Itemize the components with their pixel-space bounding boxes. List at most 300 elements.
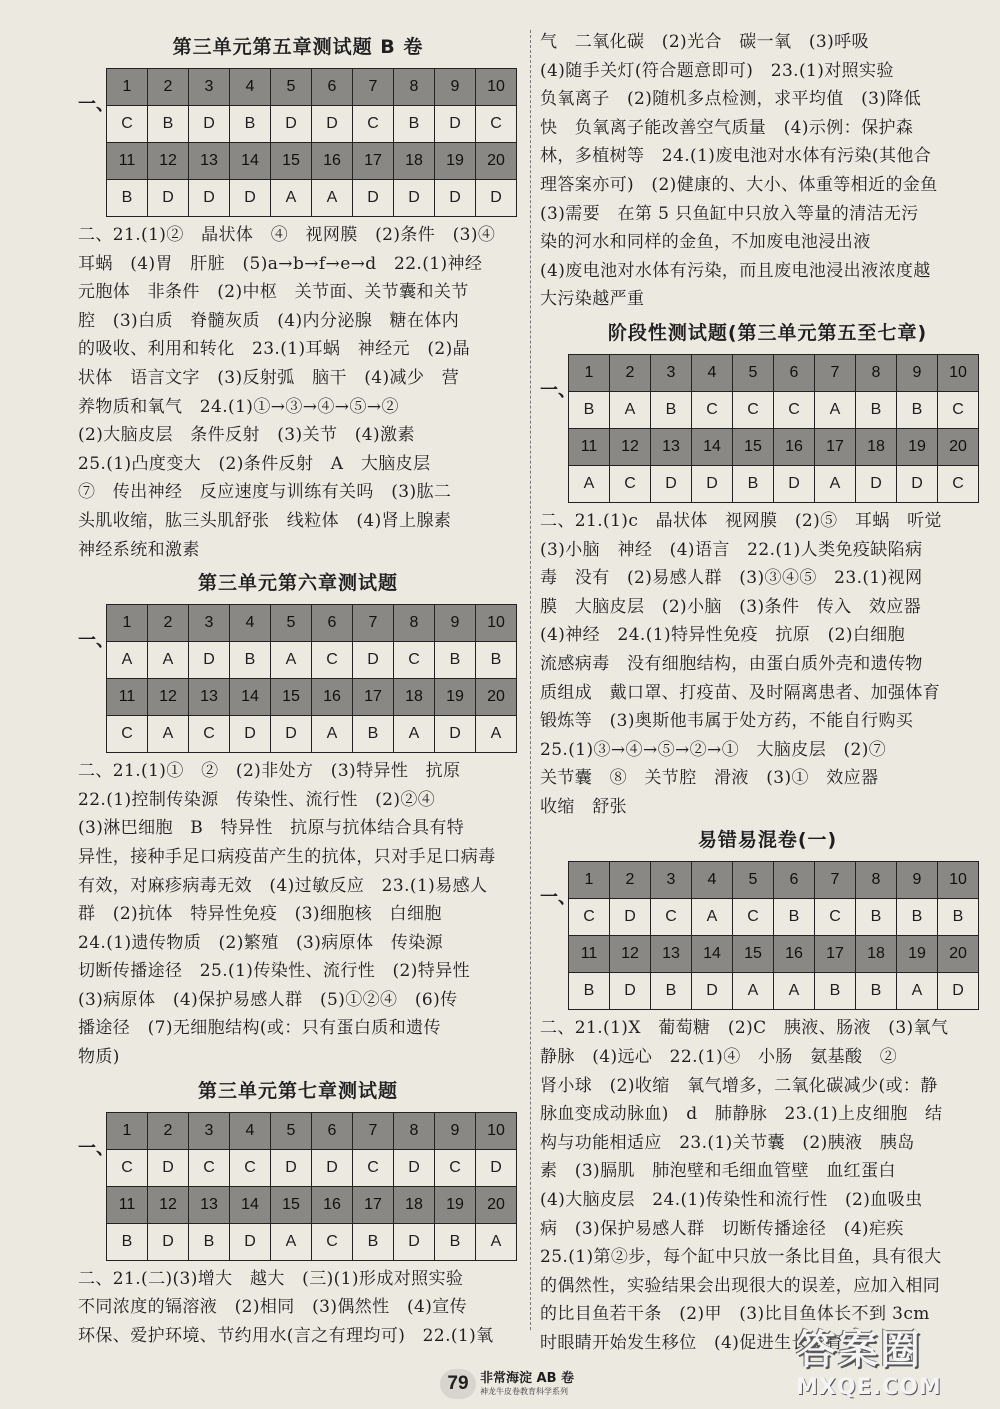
answer-cell: D — [148, 1149, 189, 1186]
answer-text — [540, 1014, 995, 1357]
answer-cell: B — [897, 899, 938, 936]
question-number-cell: 1 — [569, 354, 610, 391]
question-number-cell: 5 — [271, 605, 312, 642]
text-line: 锻炼等 (3)奥斯他韦属于处方药，不能自行购买 — [540, 711, 914, 732]
text-line: 二、21.(二)(3)增大 越大 (三)(1)形成对照实验 — [78, 1268, 464, 1289]
answer-cell: C — [107, 1149, 148, 1186]
text-line: 异性，接种手足口病疫苗产生的抗体，只对手足口病毒 — [78, 846, 496, 867]
answer-cell: C — [569, 899, 610, 936]
watermark-url: MXQE.COM — [796, 1375, 942, 1400]
text-line: (4)大脑皮层 24.(1)传染性和流行性 (2)血吸虫 — [540, 1190, 923, 1211]
question-number-cell: 2 — [148, 69, 189, 106]
text-line: (2)大脑皮层 条件反射 (3)关节 (4)激素 — [78, 425, 415, 446]
question-number-cell: 18 — [856, 428, 897, 465]
question-number-cell: 7 — [815, 862, 856, 899]
answer-cell: C — [692, 391, 733, 428]
answer-cell: B — [394, 106, 435, 143]
question-number-cell: 15 — [271, 679, 312, 716]
question-number-cell: 11 — [107, 679, 148, 716]
answer-cell: C — [733, 391, 774, 428]
question-number-cell: 18 — [394, 1186, 435, 1223]
question-number-cell: 20 — [938, 428, 979, 465]
series-label — [480, 1371, 574, 1397]
answer-cell: C — [312, 642, 353, 679]
answer-cell: C — [651, 899, 692, 936]
question-number-cell: 10 — [476, 69, 517, 106]
question-number-row — [569, 862, 979, 899]
answer-cell: D — [651, 465, 692, 502]
answer-cell: D — [476, 180, 517, 217]
question-number-cell: 10 — [476, 605, 517, 642]
answer-cell: B — [230, 642, 271, 679]
question-number-cell: 16 — [774, 936, 815, 973]
question-number-cell: 2 — [610, 354, 651, 391]
right-column — [540, 28, 995, 1358]
question-number-cell: 12 — [148, 679, 189, 716]
answer-cell: C — [938, 391, 979, 428]
question-number-cell: 12 — [610, 428, 651, 465]
answer-table — [106, 1112, 517, 1261]
question-number-cell: 6 — [774, 862, 815, 899]
text-line: 元胞体 非条件 (2)中枢 关节面、关节囊和关节 — [78, 282, 469, 303]
question-number-cell: 12 — [148, 1186, 189, 1223]
answer-cell: B — [435, 1223, 476, 1260]
answer-cell: D — [148, 1223, 189, 1260]
answer-cell: D — [230, 180, 271, 217]
answer-cell: B — [353, 716, 394, 753]
answer-row — [107, 642, 517, 679]
answer-cell: A — [476, 1223, 517, 1260]
question-number-cell: 18 — [394, 143, 435, 180]
answer-cell: A — [148, 716, 189, 753]
answer-cell: B — [107, 1223, 148, 1260]
answer-cell: A — [815, 391, 856, 428]
text-line: 快 负氧离子能改善空气质量 (4)示例：保护森 — [540, 117, 914, 138]
answer-cell: D — [435, 180, 476, 217]
question-number-cell: 20 — [476, 143, 517, 180]
question-number-row — [107, 1186, 517, 1223]
question-number-cell: 4 — [692, 354, 733, 391]
text-line: 群 (2)抗体 特异性免疫 (3)细胞核 白细胞 — [78, 904, 442, 925]
question-number-cell: 1 — [107, 605, 148, 642]
question-number-cell: 14 — [230, 143, 271, 180]
text-line: 关节囊 ⑧ 关节腔 滑液 (3)① 效应器 — [540, 768, 879, 789]
answer-cell: A — [107, 642, 148, 679]
text-line: 养物质和氧气 24.(1)①→③→④→⑤→② — [78, 396, 399, 417]
answer-cell: D — [394, 180, 435, 217]
answer-cell: A — [569, 465, 610, 502]
text-line: 气 二氧化碳 (2)光合 碳一氧 (3)呼吸 — [540, 32, 869, 52]
answer-cell: B — [733, 465, 774, 502]
column-divider — [530, 30, 531, 1330]
answer-cell: A — [692, 899, 733, 936]
text-line: (3)需要 在第 5 只鱼缸中只放入等量的清洁无污 — [540, 203, 919, 224]
answer-row — [107, 1223, 517, 1260]
answer-cell: C — [107, 106, 148, 143]
answer-cell: B — [856, 391, 897, 428]
question-number-row — [569, 936, 979, 973]
question-number-cell: 19 — [897, 936, 938, 973]
answer-table — [568, 861, 979, 1010]
question-number-cell: 3 — [651, 862, 692, 899]
answer-cell: B — [897, 391, 938, 428]
question-number-cell: 10 — [938, 354, 979, 391]
answer-cell: A — [312, 716, 353, 753]
answer-cell: B — [107, 180, 148, 217]
answer-cell: B — [815, 973, 856, 1010]
section-title: 第三单元第七章测试题 — [197, 1079, 398, 1102]
question-number-row — [569, 354, 979, 391]
text-line: 24.(1)遗传物质 (2)繁殖 (3)病原体 传染源 — [78, 932, 444, 953]
answer-text — [78, 1265, 518, 1351]
question-number-cell: 18 — [394, 679, 435, 716]
section-title: 易错易混卷(一) — [697, 829, 838, 852]
answer-cell: B — [476, 642, 517, 679]
question-number-cell: 4 — [692, 862, 733, 899]
question-number-cell: 5 — [271, 69, 312, 106]
text-line: 25.(1)第②步，每个缸中只放一条比目鱼，具有很大 — [540, 1247, 942, 1268]
question-number-cell: 15 — [733, 936, 774, 973]
text-line: 耳蜗 (4)胃 肝脏 (5)a→b→f→e→d 22.(1)神经 — [78, 253, 483, 274]
question-number-cell: 10 — [938, 862, 979, 899]
page-number: 79 — [440, 1369, 476, 1399]
text-line: 有效，对麻疹病毒无效 (4)过敏反应 23.(1)易感人 — [78, 875, 488, 896]
question-number-cell: 4 — [230, 1112, 271, 1149]
question-number-cell: 3 — [189, 69, 230, 106]
question-number-cell: 15 — [733, 428, 774, 465]
text-line: (4)废电池对水体有污染，而且废电池浸出液浓度越 — [540, 260, 931, 281]
answer-cell: C — [107, 716, 148, 753]
text-line: ⑦ 传出神经 反应速度与训练有关吗 (3)肱二 — [78, 482, 452, 503]
text-line: 的偶然性，实验结果会出现很大的误差，应加入相同 — [540, 1275, 941, 1296]
answer-row — [107, 716, 517, 753]
answer-cell: D — [394, 1223, 435, 1260]
answer-cell: D — [312, 106, 353, 143]
left-column — [78, 28, 518, 1350]
answer-cell: B — [651, 391, 692, 428]
question-number-cell: 3 — [189, 1112, 230, 1149]
answer-cell: A — [610, 391, 651, 428]
question-number-cell: 20 — [476, 679, 517, 716]
question-number-cell: 17 — [815, 428, 856, 465]
question-number-cell: 9 — [435, 69, 476, 106]
answer-cell: C — [476, 106, 517, 143]
answer-cell: C — [610, 465, 651, 502]
answer-text — [78, 757, 518, 1072]
question-number-cell: 11 — [107, 1186, 148, 1223]
question-number-cell: 6 — [312, 69, 353, 106]
answer-cell: D — [692, 465, 733, 502]
answer-cell: D — [774, 465, 815, 502]
question-number-cell: 13 — [189, 679, 230, 716]
answer-cell: D — [148, 180, 189, 217]
text-line: 不同浓度的镉溶液 (2)相同 (3)偶然性 (4)宣传 — [78, 1297, 468, 1318]
text-line: 物质) — [78, 1047, 120, 1068]
answer-text — [78, 221, 518, 564]
text-line: 二、21.(1)X 葡萄糖 (2)C 胰液、肠液 (3)氧气 — [540, 1018, 949, 1039]
answer-text — [540, 28, 995, 314]
text-line: 染的河水和同样的金鱼，不加废电池浸出液 — [540, 232, 871, 253]
text-line: 病 (3)保护易感人群 切断传播途径 (4)疟疾 — [540, 1218, 904, 1239]
answer-cell: B — [435, 642, 476, 679]
question-number-cell: 6 — [774, 354, 815, 391]
question-number-cell: 4 — [230, 69, 271, 106]
question-number-cell: 12 — [610, 936, 651, 973]
question-number-cell: 11 — [569, 428, 610, 465]
answer-block — [78, 68, 518, 217]
answer-cell: C — [353, 106, 394, 143]
question-number-cell: 19 — [897, 428, 938, 465]
answer-cell: B — [569, 391, 610, 428]
answer-cell: D — [692, 973, 733, 1010]
section-title: 第三单元第六章测试题 — [197, 572, 398, 595]
question-number-cell: 5 — [733, 862, 774, 899]
text-line: 环保、爱护环境、节约用水(言之有理均可) 22.(1)氧 — [78, 1325, 494, 1346]
question-number-row — [569, 428, 979, 465]
question-number-cell: 16 — [774, 428, 815, 465]
text-line: 25.(1)③→④→⑤→②→① 大脑皮层 (2)⑦ — [540, 739, 887, 760]
watermark-title: 答案圈 — [796, 1327, 922, 1373]
question-number-cell: 8 — [394, 605, 435, 642]
answer-cell: D — [271, 1149, 312, 1186]
answer-text — [540, 507, 995, 822]
question-number-cell: 16 — [312, 679, 353, 716]
text-line: 林，多植树等 24.(1)废电池对水体有污染(其他合 — [540, 146, 932, 167]
answer-block — [540, 354, 995, 503]
text-line: (3)淋巴细胞 B 特异性 抗原与抗体结合具有特 — [78, 818, 465, 839]
answer-block — [78, 1112, 518, 1261]
answer-table — [568, 354, 979, 503]
answer-row — [569, 391, 979, 428]
answer-cell: B — [148, 106, 189, 143]
answer-cell: D — [897, 465, 938, 502]
question-number-cell: 9 — [897, 862, 938, 899]
answer-cell: D — [610, 899, 651, 936]
answer-cell: C — [312, 1223, 353, 1260]
answer-cell: B — [856, 973, 897, 1010]
question-number-cell: 7 — [353, 605, 394, 642]
answer-cell: C — [938, 465, 979, 502]
text-line: 肾小球 (2)收缩 氧气增多，二氧化碳减少(或：静 — [540, 1075, 938, 1096]
answer-cell: B — [353, 1223, 394, 1260]
answer-cell: B — [189, 1223, 230, 1260]
text-line: 膜 大脑皮层 (2)小脑 (3)条件 传入 效应器 — [540, 596, 922, 617]
question-number-cell: 17 — [353, 679, 394, 716]
question-number-cell: 11 — [107, 143, 148, 180]
question-number-cell: 8 — [856, 862, 897, 899]
text-line: 静脉 (4)远心 22.(1)④ 小肠 氨基酸 ② — [540, 1047, 898, 1068]
answer-block — [78, 604, 518, 753]
question-number-cell: 8 — [856, 354, 897, 391]
text-line: 头肌收缩，肱三头肌舒张 线粒体 (4)肾上腺素 — [78, 510, 452, 531]
text-line: 素 (3)膈肌 肺泡壁和毛细血管壁 血红蛋白 — [540, 1161, 896, 1182]
text-line: (4)随手关灯(符合题意即可) 23.(1)对照实验 — [540, 60, 894, 81]
answer-cell: A — [271, 180, 312, 217]
question-number-cell: 13 — [189, 1186, 230, 1223]
answer-cell: B — [856, 899, 897, 936]
answer-cell: C — [815, 899, 856, 936]
answer-cell: D — [312, 1149, 353, 1186]
question-number-cell: 9 — [897, 354, 938, 391]
text-line: 构与功能相适应 23.(1)关节囊 (2)胰液 胰岛 — [540, 1132, 915, 1153]
text-line: 毒 没有 (2)易感人群 (3)③④⑤ 23.(1)视网 — [540, 568, 923, 589]
answer-cell: D — [476, 1149, 517, 1186]
answer-cell: A — [897, 973, 938, 1010]
page-footer — [440, 1366, 700, 1402]
answer-cell: D — [856, 465, 897, 502]
text-line: (3)病原体 (4)保护易感人群 (5)①②④ (6)传 — [78, 989, 458, 1010]
text-line: 收缩 舒张 — [540, 796, 627, 817]
text-line: 25.(1)凸度变大 (2)条件反射 A 大脑皮层 — [78, 453, 431, 474]
text-line: 负氧离子 (2)随机多点检测，求平均值 (3)降低 — [540, 89, 922, 110]
text-line: 质组成 戴口罩、打疫苗、及时隔离患者、加强体育 — [540, 682, 941, 703]
answer-cell: D — [353, 180, 394, 217]
text-line: 脉血变成动脉血) d 肺静脉 23.(1)上皮细胞 结 — [540, 1104, 943, 1125]
answer-cell: D — [271, 716, 312, 753]
answer-cell: B — [569, 973, 610, 1010]
answer-row — [107, 1149, 517, 1186]
question-number-cell: 5 — [733, 354, 774, 391]
question-number-cell: 15 — [271, 1186, 312, 1223]
question-number-cell: 14 — [692, 428, 733, 465]
answer-cell: A — [476, 716, 517, 753]
question-number-cell: 7 — [815, 354, 856, 391]
answer-cell: C — [733, 899, 774, 936]
question-number-cell: 10 — [476, 1112, 517, 1149]
question-number-cell: 2 — [148, 1112, 189, 1149]
answer-row — [569, 899, 979, 936]
section-label: 一、 — [78, 630, 114, 652]
question-number-cell: 1 — [107, 69, 148, 106]
question-number-cell: 19 — [435, 1186, 476, 1223]
answer-table — [106, 68, 517, 217]
question-number-cell: 4 — [230, 605, 271, 642]
answer-cell: D — [435, 716, 476, 753]
question-number-row — [107, 69, 517, 106]
answer-cell: C — [189, 1149, 230, 1186]
answer-cell: B — [774, 899, 815, 936]
question-number-cell: 2 — [610, 862, 651, 899]
question-number-cell: 12 — [148, 143, 189, 180]
watermark-logo — [796, 1318, 994, 1404]
question-number-cell: 19 — [435, 679, 476, 716]
answer-cell: D — [230, 1223, 271, 1260]
answer-cell: A — [271, 1223, 312, 1260]
answer-cell: B — [938, 899, 979, 936]
question-number-cell: 5 — [271, 1112, 312, 1149]
question-number-cell: 6 — [312, 605, 353, 642]
section-label: 一、 — [78, 94, 114, 115]
question-number-cell: 20 — [476, 1186, 517, 1223]
answer-cell: C — [774, 391, 815, 428]
question-number-cell: 7 — [353, 69, 394, 106]
answer-cell: A — [394, 716, 435, 753]
answer-cell: D — [610, 973, 651, 1010]
question-number-cell: 6 — [312, 1112, 353, 1149]
answer-cell: C — [435, 1149, 476, 1186]
question-number-cell: 14 — [692, 936, 733, 973]
question-number-cell: 7 — [353, 1112, 394, 1149]
question-number-row — [107, 143, 517, 180]
answer-cell: C — [394, 642, 435, 679]
answer-cell: D — [189, 180, 230, 217]
text-line: (3)小脑 神经 (4)语言 22.(1)人类免疫缺陷病 — [540, 539, 923, 560]
question-number-cell: 1 — [107, 1112, 148, 1149]
answer-cell: C — [189, 716, 230, 753]
text-line: 二、21.(1)c 晶状体 视网膜 (2)⑤ 耳蜗 听觉 — [540, 510, 942, 531]
question-number-row — [107, 679, 517, 716]
series-title: 非常海淀 AB 卷 — [480, 1371, 575, 1386]
answer-row — [569, 973, 979, 1010]
question-number-row — [107, 1112, 517, 1149]
question-number-cell: 16 — [312, 1186, 353, 1223]
answer-cell: D — [353, 642, 394, 679]
answer-cell: D — [938, 973, 979, 1010]
answer-block — [540, 861, 995, 1010]
section-title: 阶段性测试题(第三单元第五至七章) — [607, 321, 928, 344]
question-number-cell: 3 — [189, 605, 230, 642]
answer-cell: A — [774, 973, 815, 1010]
question-number-cell: 17 — [353, 1186, 394, 1223]
question-number-cell: 1 — [569, 862, 610, 899]
question-number-cell: 9 — [435, 605, 476, 642]
answer-row — [569, 465, 979, 502]
question-number-cell: 2 — [148, 605, 189, 642]
text-line: 时眼睛开始发生移位 (4)促进生长发育 — [540, 1333, 844, 1353]
question-number-cell: 17 — [353, 143, 394, 180]
answer-cell: D — [230, 716, 271, 753]
answer-cell: A — [148, 642, 189, 679]
question-number-cell: 8 — [394, 69, 435, 106]
answer-cell: A — [271, 642, 312, 679]
question-number-cell: 14 — [230, 679, 271, 716]
answer-cell: A — [733, 973, 774, 1010]
answer-row — [107, 106, 517, 143]
answer-table — [106, 604, 517, 753]
question-number-cell: 11 — [569, 936, 610, 973]
section-label: 一、 — [78, 1137, 114, 1159]
section-title: 第三单元第五章测试题 B 卷 — [172, 36, 424, 58]
text-line: 流感病毒 没有细胞结构，由蛋白质外壳和遗传物 — [540, 653, 923, 674]
question-number-row — [107, 605, 517, 642]
text-line: 二、21.(1)② 晶状体 ④ 视网膜 (2)条件 (3)④ — [78, 225, 496, 245]
text-line: 的吸收、利用和转化 23.(1)耳蜗 神经元 (2)晶 — [78, 339, 470, 360]
answer-cell: C — [230, 1149, 271, 1186]
question-number-cell: 18 — [856, 936, 897, 973]
text-line: 大污染越严重 — [540, 289, 645, 310]
question-number-cell: 9 — [435, 1112, 476, 1149]
answer-cell: A — [312, 180, 353, 217]
question-number-cell: 8 — [394, 1112, 435, 1149]
text-line: 状体 语言文字 (3)反射弧 脑干 (4)减少 营 — [78, 367, 460, 388]
question-number-cell: 13 — [651, 428, 692, 465]
answer-cell: D — [189, 106, 230, 143]
question-number-cell: 16 — [312, 143, 353, 180]
question-number-cell: 13 — [189, 143, 230, 180]
answer-cell: B — [230, 106, 271, 143]
question-number-cell: 20 — [938, 936, 979, 973]
answer-cell: D — [271, 106, 312, 143]
text-line: 播途径 (7)无细胞结构(或：只有蛋白质和遗传 — [78, 1018, 441, 1039]
text-line: 的比目鱼若干条 (2)甲 (3)比目鱼体长不到 3cm — [540, 1304, 930, 1325]
answer-cell: B — [651, 973, 692, 1010]
question-number-cell: 13 — [651, 936, 692, 973]
question-number-cell: 19 — [435, 143, 476, 180]
answer-cell: D — [435, 106, 476, 143]
text-line: (4)神经 24.(1)特异性免疫 抗原 (2)白细胞 — [540, 625, 906, 646]
question-number-cell: 3 — [651, 354, 692, 391]
question-number-cell: 17 — [815, 936, 856, 973]
